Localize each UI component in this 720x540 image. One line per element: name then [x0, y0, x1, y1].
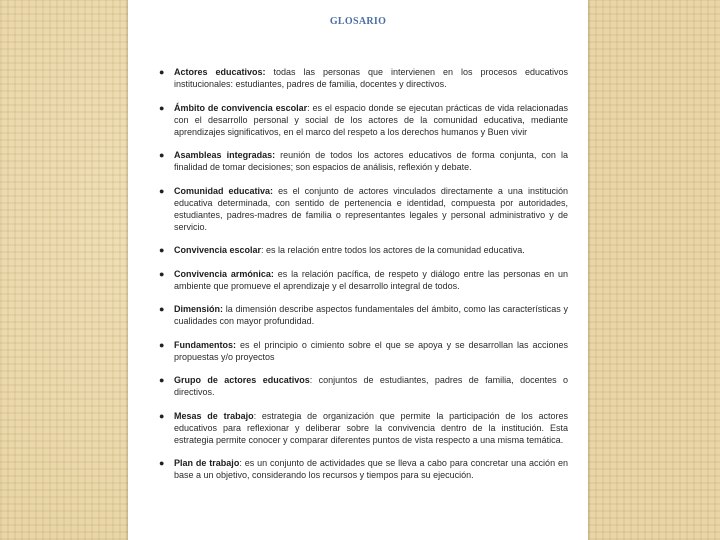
page-title: GLOSARIO	[329, 16, 387, 27]
glossary-definition: : estrategia de organización que permite la participación de los actores educativos para reflexionar y deliberar sobre la convivencia dentro de la institución. Esta estrategia permite conocer y comparar diferentes puntos de vista respecto a una misma temática.	[174, 410, 568, 445]
glossary-entry	[158, 339, 568, 363]
glossary-entry	[158, 457, 568, 481]
bullet-icon: ●	[159, 375, 165, 385]
bullet-icon: ●	[159, 339, 165, 350]
glossary-entry	[158, 102, 568, 138]
glossary-term: Asambleas integradas:	[174, 150, 276, 160]
glossary-entry	[158, 374, 568, 398]
bullet-icon: ●	[159, 185, 165, 196]
glossary-entry	[158, 303, 568, 327]
glossary-term: Fundamentos:	[174, 339, 236, 350]
glossary-entry	[158, 66, 568, 90]
glossary-entry	[158, 185, 568, 233]
glossary-entry	[158, 244, 568, 256]
glossary-definition: es el principio o cimiento sobre el que se apoya y se desarrollan las acciones propuestas y/o proyectos	[174, 339, 568, 362]
glossary-term: Actores educativos:	[174, 67, 266, 77]
glossary-term: Comunidad educativa:	[174, 185, 274, 196]
glossary-definition: es el conjunto de actores vinculados directamente a una institución educativa determinada, con sentido de pertenencia e identidad, compuesta por autoridades, estudiantes, padres-madres de familia o representantes legales y personal administrativo y de servicio.	[174, 185, 568, 232]
glossary-list	[158, 66, 568, 493]
glossary-definition: la dimensión describe aspectos fundamentales del ámbito, como las características y cualidades con mayor profundidad.	[174, 304, 568, 326]
glossary-definition: : conjuntos de estudiantes, padres de familia, docentes o directivos.	[174, 375, 568, 397]
document-page	[128, 0, 588, 540]
glossary-entry	[158, 149, 568, 173]
glossary-definition: todas las personas que intervienen en los procesos educativos institucionales: estudiantes, padres de familia, docentes y directivos.	[174, 67, 569, 89]
bullet-icon: ●	[159, 304, 165, 314]
glossary-term: Grupo de actores educativos	[174, 375, 310, 385]
bullet-icon: ●	[159, 268, 165, 279]
glossary-entry	[158, 410, 568, 446]
bullet-icon: ●	[159, 150, 165, 160]
glossary-term: Ámbito de convivencia escolar	[174, 102, 308, 113]
glossary-term: Mesas de trabajo	[174, 410, 254, 421]
glossary-entry	[158, 268, 568, 292]
glossary-definition: : es la relación entre todos los actores de la comunidad educativa.	[261, 245, 525, 255]
bullet-icon: ●	[159, 458, 165, 468]
glossary-definition: es la relación pacífica, de respeto y diálogo entre las personas en un ambiente que promueve el aprendizaje y el desarrollo integral de todos.	[174, 268, 569, 291]
bullet-icon: ●	[159, 245, 165, 255]
glossary-definition: : es un conjunto de actividades que se lleva a cabo para concretar una acción en base a un objetivo, considerando los recursos y tiempos para su ejecución.	[174, 458, 568, 480]
bullet-icon: ●	[159, 102, 165, 113]
glossary-definition: : es el espacio donde se ejecutan prácticas de vida relacionadas con el desarrollo personal y social de los actores de la comunidad educativa, mediante aprendizajes significativos, en el marco del respeto a los derechos humanos y Buen vivir	[174, 102, 568, 137]
glossary-term: Plan de trabajo	[174, 458, 240, 468]
bullet-icon: ●	[159, 410, 165, 421]
glossary-definition: reunión de todos los actores educativos de forma conjunta, con la finalidad de tomar decisiones; son espacios de análisis, reflexión y debate.	[174, 150, 568, 172]
glossary-term: Convivencia armónica:	[174, 268, 274, 279]
glossary-term: Dimensión:	[174, 304, 224, 314]
glossary-term: Convivencia escolar	[174, 245, 262, 255]
bullet-icon: ●	[159, 67, 165, 77]
